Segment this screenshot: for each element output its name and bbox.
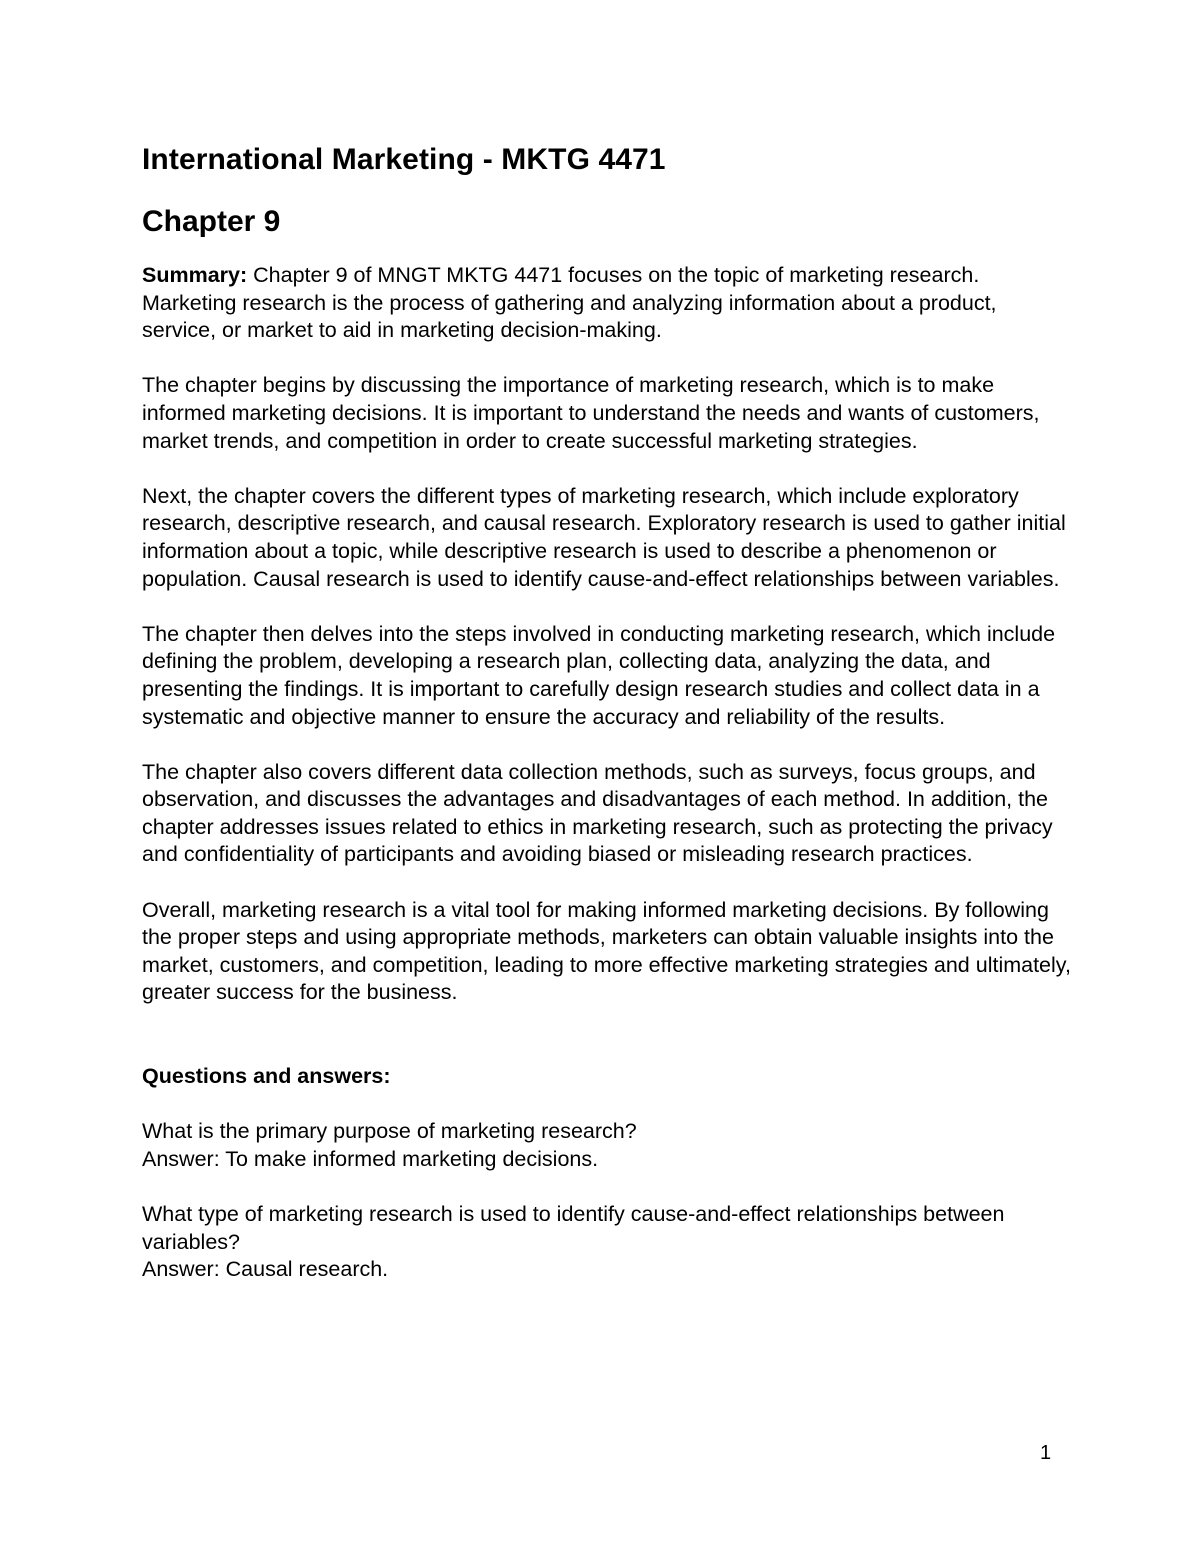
page-number: 1: [1040, 1442, 1052, 1464]
page-content: [142, 140, 1072, 1311]
qa-answer: Answer: Causal research.: [142, 1257, 389, 1282]
summary-paragraph: [142, 262, 1072, 345]
paragraph-importance: The chapter begins by discussing the importance of marketing research, which is to make informed marketing decisions. It is important to understand the needs and wants of customers, market trends, and competition in order to create successful marketing strategies.: [142, 373, 1040, 453]
document-title: International Marketing - MKTG 4471: [142, 143, 666, 176]
qa-question: What type of marketing research is used to identify cause-and-effect relationships between variables?: [142, 1202, 1005, 1254]
qa-item: [142, 1118, 1072, 1173]
paragraph-steps: The chapter then delves into the steps involved in conducting marketing research, which include defining the problem, developing a research plan, collecting data, analyzing the data, and presenting the findings. It is important to carefully design research studies and collect data in a systematic and objective manner to ensure the accuracy and reliability of the results.: [142, 621, 1056, 729]
summary-label: Summary:: [142, 263, 248, 287]
paragraph-methods: The chapter also covers different data collection methods, such as surveys, focus groups, and observation, and discusses the advantages and disadvantages of each method. In addition, the chapter addresses issues related to ethics in marketing research, such as protecting the privacy and confidentiality of participants and avoiding biased or misleading research practices.: [142, 759, 1053, 867]
qa-answer: Answer: To make informed marketing decisions.: [142, 1146, 599, 1171]
chapter-heading: Chapter 9: [142, 205, 281, 238]
qa-heading: Questions and answers:: [142, 1064, 391, 1089]
paragraph-types: Next, the chapter covers the different types of marketing research, which include exploratory research, descriptive research, and causal research. Exploratory research is used to gather initial information about a topic, while descriptive research is used to describe a phenomenon or population. Causal research is used to identify cause-and-effect relationships between variables.: [142, 483, 1066, 591]
qa-question: What is the primary purpose of marketing research?: [142, 1119, 637, 1144]
summary-text: Chapter 9 of MNGT MKTG 4471 focuses on the topic of marketing research. Marketing research is the process of gathering and analyzing information about a product, service, or market to aid in marketing decision-making.: [142, 263, 997, 343]
paragraph-overall: Overall, marketing research is a vital tool for making informed marketing decisions. By following the proper steps and using appropriate methods, marketers can obtain valuable insights into the market, customers, and competition, leading to more effective marketing strategies and ultimately, greater success for the business.: [142, 897, 1071, 1005]
qa-item: [142, 1201, 1072, 1284]
